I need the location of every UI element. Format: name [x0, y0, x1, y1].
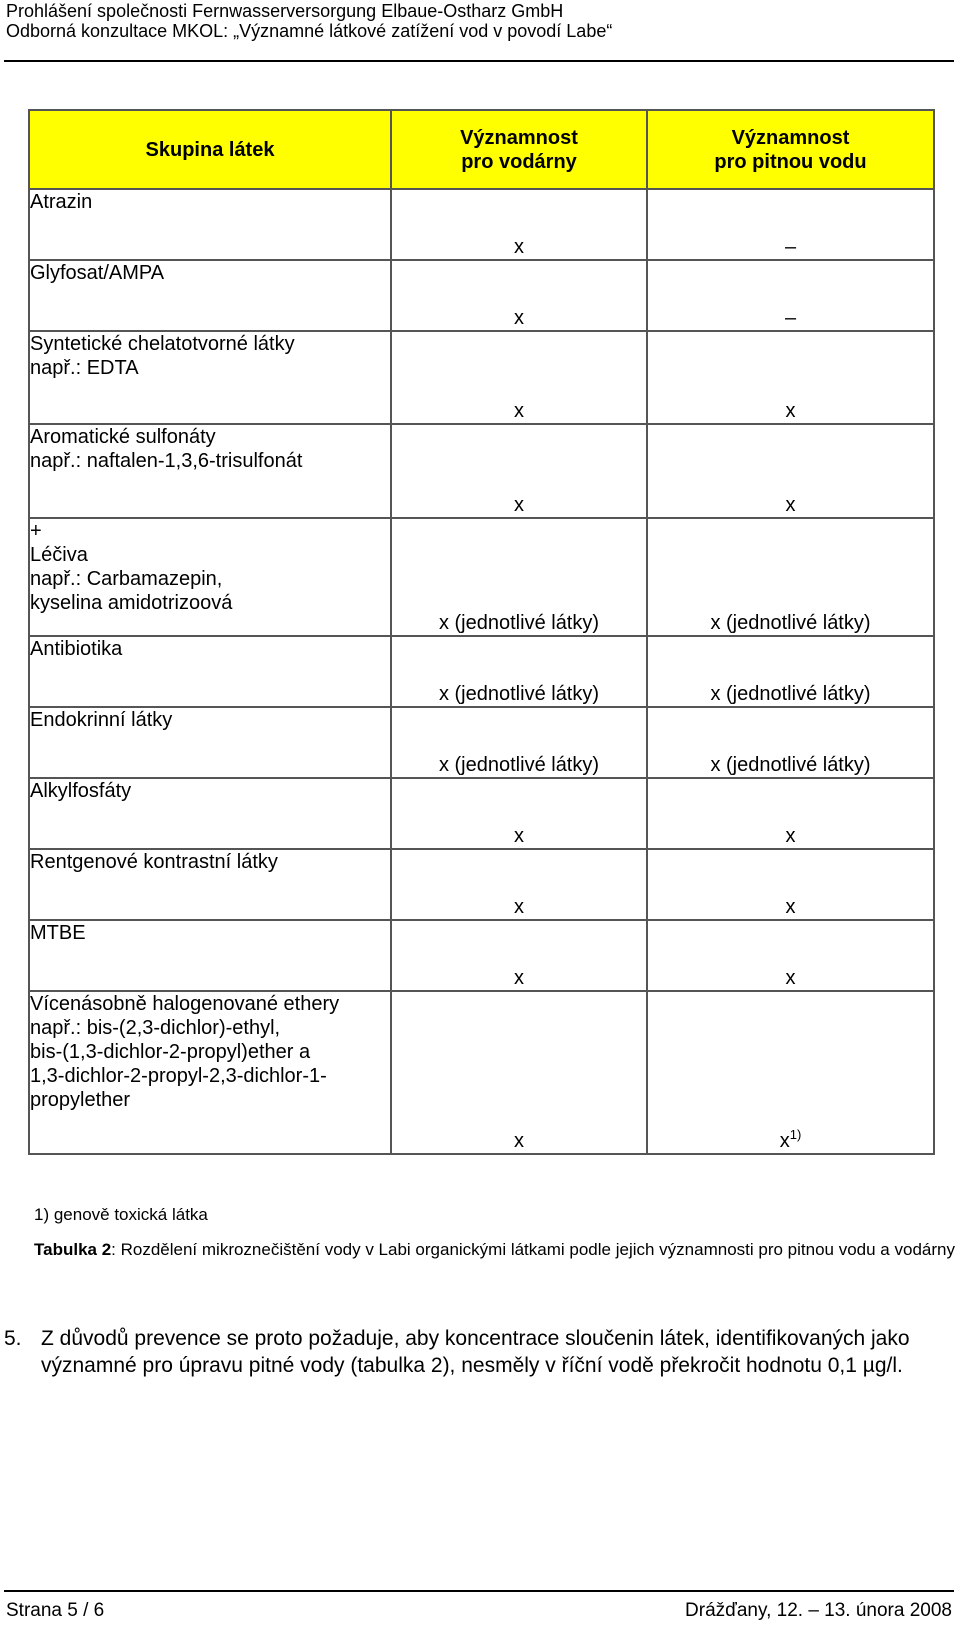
caption-label: Tabulka 2: [34, 1240, 112, 1259]
table-row: [29, 331, 934, 424]
waterworks-relevance-cell: x: [391, 991, 647, 1154]
substance-name-line: Vícenásobně halogenované ethery: [30, 993, 340, 1015]
header-line-1: Prohlášení společnosti Fernwasserversorgung Elbaue-Ostharz GmbH: [6, 1, 564, 21]
page-header: [4, 0, 954, 62]
substance-name-line: kyselina amidotrizoová: [30, 592, 233, 614]
substance-table: [28, 109, 935, 1155]
drinking-water-mark: x: [785, 825, 796, 847]
table-row: [29, 636, 934, 707]
page-footer: [4, 1590, 954, 1628]
waterworks-relevance-cell: x: [391, 920, 647, 991]
table-row: [29, 518, 934, 636]
header-waterworks: Významnost pro vodárny: [391, 110, 647, 189]
header-line-2: Odborná konzultace MKOL: „Významné látkové zatížení vod v povodí Labe“: [6, 21, 613, 41]
substance-name-line: Léčiva: [30, 544, 88, 566]
footnote-reference: 1): [789, 1127, 802, 1142]
substance-name-line: propylether: [30, 1089, 131, 1111]
paragraph-number: 5.: [4, 1327, 22, 1350]
substance-name-cell: [29, 424, 391, 518]
paragraph-text: Z důvodů prevence se proto požaduje, aby koncentrace sloučenin látek, identifikovaných jako významné pro úpravu pitné vody (tabulka 2), nesměly v říční vodě překročit hodnotu 0,1 µg/l.: [41, 1327, 910, 1377]
substance-name-cell: [29, 518, 391, 636]
drinking-water-mark: x (jednotlivé látky): [710, 754, 871, 776]
waterworks-relevance-cell: x (jednotlivé látky): [391, 707, 647, 778]
drinking-water-mark: x (jednotlivé látky): [710, 612, 871, 634]
waterworks-relevance-cell: x (jednotlivé látky): [391, 518, 647, 636]
waterworks-relevance-cell: x: [391, 778, 647, 849]
table-row: [29, 849, 934, 920]
drinking-water-relevance-cell: [647, 636, 934, 707]
drinking-water-mark: x (jednotlivé látky): [710, 683, 871, 705]
substance-name-line: Endokrinní látky: [30, 709, 173, 731]
substance-name-line: 1,3-dichlor-2-propyl-2,3-dichlor-1-: [30, 1065, 327, 1087]
substance-name-cell: [29, 849, 391, 920]
substance-name-line: např.: naftalen-1,3,6-trisulfonát: [30, 450, 303, 472]
substance-name-line: Rentgenové kontrastní látky: [30, 851, 278, 873]
waterworks-relevance-cell: x (jednotlivé látky): [391, 636, 647, 707]
header-drinking-water: Významnost pro pitnou vodu: [647, 110, 934, 189]
waterworks-relevance-cell: x: [391, 331, 647, 424]
drinking-water-mark: x: [785, 400, 796, 422]
numbered-paragraph: [4, 1325, 954, 1379]
substance-name-line: +: [30, 520, 42, 542]
drinking-water-mark: x: [779, 1130, 790, 1152]
drinking-water-relevance-cell: [647, 518, 934, 636]
drinking-water-relevance-cell: [647, 920, 934, 991]
waterworks-relevance-cell: x: [391, 260, 647, 331]
drinking-water-relevance-cell: [647, 331, 934, 424]
substance-name-line: Aromatické sulfonáty: [30, 426, 216, 448]
table-row: [29, 707, 934, 778]
substance-name-line: např.: Carbamazepin,: [30, 568, 223, 590]
waterworks-relevance-cell: x: [391, 424, 647, 518]
table-row: [29, 991, 934, 1154]
page-number: Strana 5 / 6: [6, 1600, 105, 1621]
table-caption: [34, 1238, 956, 1261]
drinking-water-relevance-cell: [647, 991, 934, 1154]
table-row: [29, 260, 934, 331]
drinking-water-relevance-cell: [647, 260, 934, 331]
substance-name-cell: [29, 636, 391, 707]
drinking-water-relevance-cell: [647, 707, 934, 778]
substance-name-line: Antibiotika: [30, 638, 123, 660]
drinking-water-mark: –: [784, 307, 797, 329]
footer-date: Drážďany, 12. – 13. února 2008: [685, 1600, 952, 1621]
substance-name-line: Atrazin: [30, 191, 93, 213]
substance-name-line: Alkylfosfáty: [30, 780, 132, 802]
waterworks-relevance-cell: x: [391, 849, 647, 920]
table-row: [29, 920, 934, 991]
drinking-water-relevance-cell: [647, 849, 934, 920]
waterworks-relevance-cell: x: [391, 189, 647, 260]
drinking-water-mark: x: [785, 967, 796, 989]
drinking-water-relevance-cell: [647, 778, 934, 849]
substance-name-line: bis-(1,3-dichlor-2-propyl)ether a: [30, 1041, 311, 1063]
drinking-water-relevance-cell: [647, 424, 934, 518]
caption-text: : Rozdělení mikroznečištění vody v Labi organickými látkami podle jejich významnosti pro pitnou vodu a vodárny: [111, 1240, 955, 1259]
table-body: [29, 189, 934, 1154]
substance-name-cell: [29, 991, 391, 1154]
drinking-water-mark: x: [785, 896, 796, 918]
substance-name-cell: [29, 260, 391, 331]
substance-name-line: Glyfosat/AMPA: [30, 262, 165, 284]
substance-name-line: Syntetické chelatotvorné látky: [30, 333, 295, 355]
substance-name-line: např.: EDTA: [30, 357, 139, 379]
footnote: 1) genově toxická látka: [34, 1205, 208, 1224]
substance-name-line: MTBE: [30, 922, 86, 944]
substance-name-line: např.: bis-(2,3-dichlor)-ethyl,: [30, 1017, 281, 1039]
table-row: [29, 189, 934, 260]
substance-name-cell: [29, 331, 391, 424]
substance-name-cell: [29, 920, 391, 991]
table-row: [29, 424, 934, 518]
table-row: [29, 778, 934, 849]
drinking-water-mark: x: [785, 494, 796, 516]
drinking-water-mark: –: [784, 236, 797, 258]
table-header-row: [29, 110, 934, 189]
drinking-water-relevance-cell: [647, 189, 934, 260]
substance-name-cell: [29, 189, 391, 260]
substance-name-cell: [29, 778, 391, 849]
substance-name-cell: [29, 707, 391, 778]
header-substance-group: Skupina látek: [29, 110, 391, 189]
